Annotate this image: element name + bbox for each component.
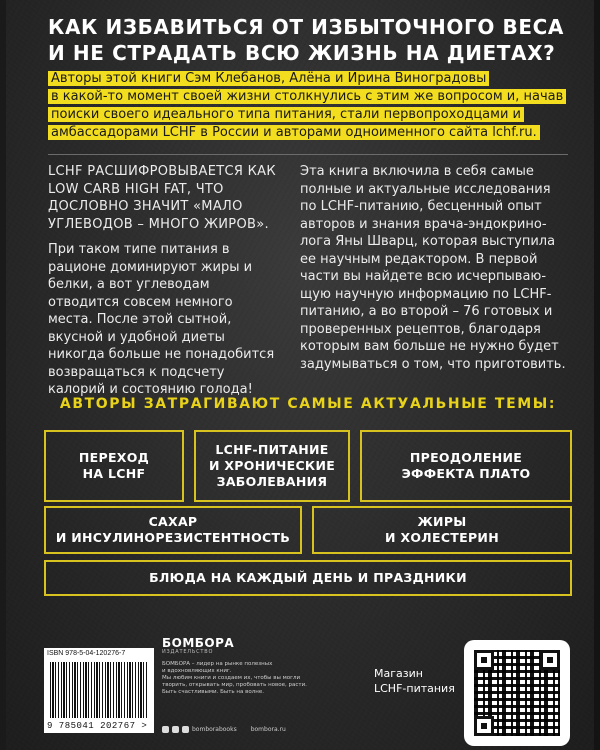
lchf-definition: LCHF РАСШИФРОВЫВАЕТСЯ КАК LOW CARB HIGH FAT, ЧТО ДОСЛОВНО ЗНАЧИТ «МАЛО УГЛЕВОДОВ – МНОГО ЖИРОВ».	[48, 164, 276, 232]
blurb-line: Быть счастливыми. Быть на волне.	[162, 689, 264, 695]
isbn-text: ISBN 978-5-04-120276-7	[47, 650, 126, 657]
blurb-line: Мы любим книги и создаем их, чтобы вы могли	[162, 675, 301, 681]
publisher-block	[162, 636, 362, 696]
topic-line: И ХРОНИЧЕСКИЕ	[208, 458, 336, 473]
cover-edge-left	[0, 0, 6, 750]
footer-area	[44, 630, 574, 750]
cover-headline	[48, 14, 568, 66]
cover-edge-right	[594, 0, 600, 750]
section-divider	[48, 154, 568, 155]
topics-title: АВТОРЫ ЗАТРАГИВАЮТ САМЫЕ АКТУАЛЬНЫЕ ТЕМЫ:	[59, 396, 557, 412]
right-body-text: Эта книга включила в себя самые полные и актуальные исследования по LCHF-питанию, бесценный опыт авторов и знания врача-эндокринолога Яны Шварц, которая выступила ее научным редактором. В первой части вы найдете всю исчерпывающую научную информацию по LCHF-питанию, а во второй – 76 готовых и проверенных рецептов, благодаря которым вам больше не нужно будет задумываться о том, что приготовить.	[300, 164, 566, 372]
blurb-line: и вдохновляющих книг.	[162, 668, 232, 674]
barcode-number: 9 785041 202767 >	[47, 721, 148, 731]
social-links	[162, 726, 286, 733]
publisher-logo: БОМБОРА	[162, 636, 235, 650]
topic-box-sugar-insulin	[44, 506, 302, 554]
shop-label	[374, 666, 455, 696]
authors-intro	[48, 70, 568, 142]
topic-line: НА LCHF	[82, 466, 146, 481]
topic-box-plateau	[360, 430, 572, 502]
left-body-text: При таком типе питания в рационе доминируют жиры и белки, а вот углеводам отводится совсем немного места. После этой сытной, вкусной и удобной диеты никогда больше не понадобится возвращаться к подсчету калорий и состоянию голода!	[48, 242, 275, 397]
topic-line: ПЕРЕХОД	[78, 450, 150, 465]
topic-line: ЗАБОЛЕВАНИЯ	[216, 474, 328, 489]
isbn-barcode	[44, 648, 154, 733]
topic-line: ЖИРЫ	[417, 514, 467, 529]
qr-finder-dot	[481, 723, 487, 729]
authors-highlight-1: Авторы этой книги Сэм Клебанов, Алёна и Ирина Виноградовы	[48, 71, 489, 86]
social-handle[interactable]: bomborabooks	[192, 726, 237, 733]
publisher-site[interactable]: bombora.ru	[250, 726, 286, 733]
blurb-line: БОМБОРА – лидер на рынке полезных	[162, 661, 273, 667]
barcode-bars	[50, 662, 148, 718]
left-column	[48, 163, 280, 399]
topic-line: И ИНСУЛИНОРЕЗИСТЕНТНОСТЬ	[55, 530, 291, 545]
blurb-line: творить, открывать мир, пробовать новое, расти.	[162, 682, 307, 688]
facebook-icon[interactable]	[162, 726, 169, 733]
qr-code[interactable]	[464, 640, 570, 746]
qr-finder-dot	[547, 657, 553, 663]
qr-code-pattern	[474, 650, 560, 736]
authors-highlight-4: амбассадорами LCHF в России и авторами одноименного сайта lchf.ru.	[48, 125, 540, 140]
topic-box-chronic-diseases	[194, 430, 350, 502]
headline-line-1: КАК ИЗБАВИТЬСЯ ОТ ИЗБЫТОЧНОГО ВЕСА	[48, 15, 564, 39]
shop-line-1: Магазин	[374, 667, 423, 680]
vk-icon[interactable]	[172, 726, 179, 733]
publisher-blurb	[162, 661, 362, 696]
topic-line: LCHF-ПИТАНИЕ	[215, 442, 329, 457]
topic-box-everyday-meals	[44, 560, 572, 596]
shop-line-2: LCHF-питания	[374, 682, 455, 695]
topic-line: ЭФФЕКТА ПЛАТО	[401, 466, 531, 481]
topic-box-fats-cholesterol	[312, 506, 572, 554]
publisher-subtitle: ИЗДАТЕЛЬСТВО	[162, 649, 214, 655]
topic-line: И ХОЛЕСТЕРИН	[385, 530, 499, 545]
instagram-icon[interactable]	[182, 726, 189, 733]
topic-line: ПРЕОДОЛЕНИЕ	[409, 450, 523, 465]
authors-highlight-2: в какой-то момент своей жизни столкнулись с этим же вопросом и, начав	[48, 89, 566, 104]
qr-finder-dot	[481, 657, 487, 663]
topic-box-transition	[44, 430, 184, 502]
topic-line: САХАР	[148, 514, 198, 529]
right-column	[300, 163, 570, 373]
headline-line-2: И НЕ СТРАДАТЬ ВСЮ ЖИЗНЬ НА ДИЕТАХ?	[48, 41, 556, 65]
authors-highlight-3: поиски своего идеального типа питания, стали первопроходцами и	[48, 107, 524, 122]
topic-line: БЛЮДА НА КАЖДЫЙ ДЕНЬ И ПРАЗДНИКИ	[149, 570, 467, 585]
